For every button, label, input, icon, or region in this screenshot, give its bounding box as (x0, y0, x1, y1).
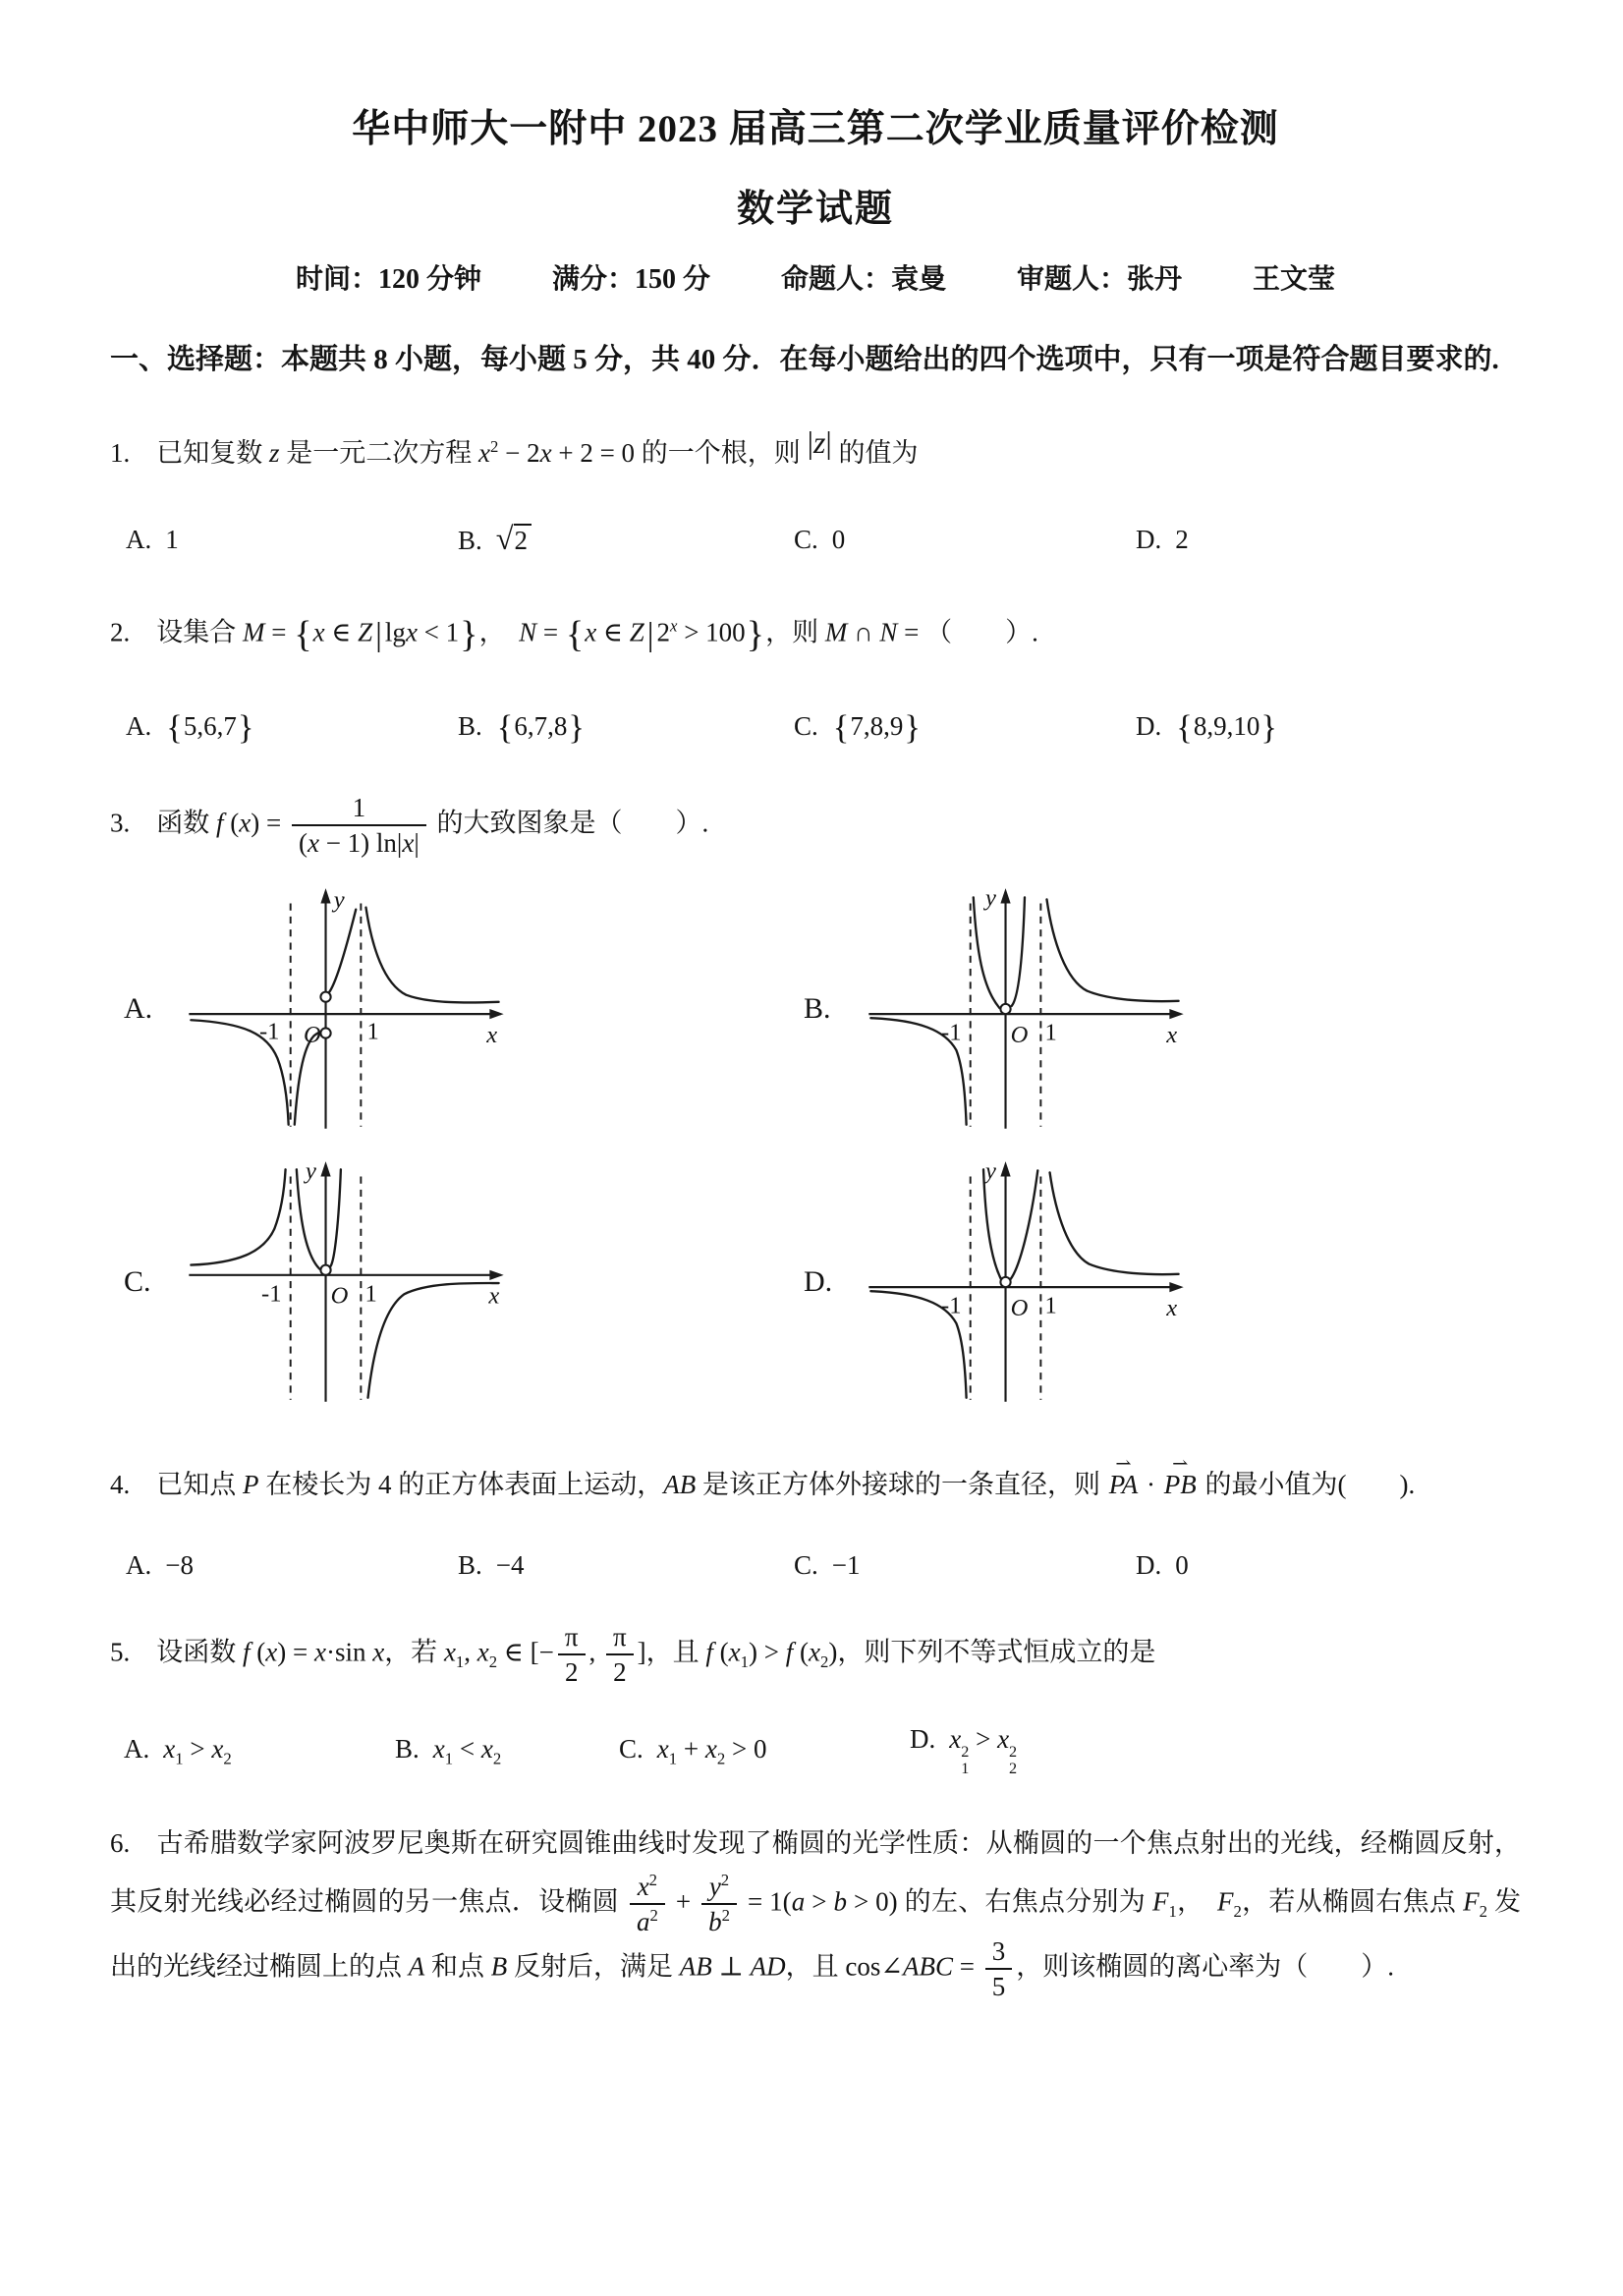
q3-graph-option-a (110, 883, 790, 1135)
q1-option-b: B. √2 (458, 522, 794, 558)
meta-total-score: 满分：150 分 (551, 263, 710, 295)
y-label: y (985, 1157, 996, 1185)
open-point-origin (320, 1265, 330, 1275)
meta-reviewer-2: 王文莹 (1253, 263, 1336, 295)
graph-a-label: A. (124, 992, 153, 1026)
question-1-stem: 1. 已知复数 z 是一元二次方程 $x^2 - 2x + 2 = 0$ 的一个根，则 |z| 的值为 (110, 424, 919, 468)
y-axis-arrow (1000, 889, 1010, 904)
q1-option-c: C. 0 (794, 525, 846, 555)
q4-option-a: A. −8 (126, 1549, 194, 1580)
doc-subtitle: 数学试题 (736, 188, 894, 230)
graph-b-plot (855, 883, 1197, 1135)
x-label: x (486, 1022, 498, 1049)
tick-minus1: -1 (258, 1019, 280, 1046)
curve-right-branch (368, 1283, 499, 1398)
question-4-stem: 4. 已知点 P 在棱长为 4 的正方体表面上运动，AB 是该正方体外接球的一条直径，则 ⇀ PA · ⇀ PB 的最小值为( ). (110, 1454, 1416, 1500)
q5-option-a: A. $x_1 > x_2$ (124, 1733, 232, 1767)
valley-right-arm (331, 1170, 341, 1266)
graph-d-label: D. (804, 1265, 833, 1299)
meta-duration: 时间：120 分钟 (295, 263, 481, 295)
graph-c-plot (175, 1156, 517, 1408)
q3-graph-option-c (110, 1156, 790, 1408)
exam-meta-row (110, 257, 1521, 297)
x-axis-arrow (1169, 1009, 1183, 1019)
tick-plus1: 1 (1044, 1020, 1057, 1047)
valley-left-arm (974, 898, 1000, 1009)
x-label: x (1166, 1295, 1178, 1322)
doc-title: 华中师大一附中 2023 届高三第二次学业质量评价检测 (352, 108, 1279, 150)
y-axis-arrow (320, 889, 330, 904)
q4-option-c: C. −1 (794, 1549, 861, 1580)
origin-label: O (1010, 1295, 1029, 1322)
tick-plus1: 1 (364, 1280, 377, 1308)
open-point-below-origin (320, 1029, 330, 1038)
q1-option-d: D. 2 (1136, 525, 1189, 555)
curve-left-branch (191, 1170, 285, 1265)
x-axis-arrow (489, 1009, 503, 1019)
origin-label: O (304, 1022, 321, 1049)
open-point-above-origin (320, 992, 330, 1002)
open-point-origin (1000, 1277, 1010, 1287)
q1-option-a: A. 1 (126, 525, 179, 555)
y-axis-arrow (1000, 1162, 1010, 1177)
graph-c-label: C. (124, 1265, 151, 1299)
question-2-stem: 2. 设集合 M = {x ∈ Z| lgx < 1}， N = {x ∈ Z| $2^x > 100$}，则 M ∩ N = （ ）. (110, 614, 1038, 656)
q4-option-d: D. 0 (1136, 1549, 1189, 1580)
q2-option-d: D. {8,9,10} (1136, 708, 1277, 747)
x-label: x (1166, 1022, 1178, 1049)
valley-left-arm (983, 1170, 1001, 1281)
question-2-options (110, 709, 1521, 748)
valley-right-arm (1012, 898, 1025, 1007)
q2-option-b: B. {6,7,8} (458, 708, 585, 747)
q2-option-c: C. {7,8,9} (794, 708, 921, 747)
graph-d-plot (855, 1156, 1197, 1408)
curve-mid-right-branch (329, 910, 357, 993)
y-label: y (306, 1157, 316, 1185)
y-label: y (333, 887, 345, 915)
q3-graph-option-d (790, 1156, 1470, 1408)
q5-option-b: B. $x_1 < x_2$ (395, 1733, 502, 1767)
q3-graph-row-1 (110, 883, 1521, 1135)
tick-plus1: 1 (366, 1019, 379, 1046)
curve-right-branch (1046, 900, 1178, 1002)
q3-graph-option-b (790, 883, 1470, 1135)
open-point-origin (1000, 1004, 1010, 1014)
question-5-options (110, 1724, 1521, 1777)
question-6-stem: 6. 古希腊数学家阿波罗尼奥斯在研究圆锥曲线时发现了椭圆的光学性质：从椭圆的一个焦点射出的光线，经椭圆反射，其反射光线必经过椭圆的另一焦点．设椭圆 $\frac{x^2}{a^2}$ + $\frac{y^2}{b^2}$ = 1(a > b > 0) 的左、右焦点分别为 $F_1$， $F_2$，若从椭圆右焦点 $F_2$ 发出的光线经过椭圆上的点 A 和点 B 反射后，满足 AB ⊥ AD，且 cos∠ABC = $\frac{3}{5}$ ，则该椭圆的离心率为（ ）. (110, 1828, 1522, 2002)
x-axis-arrow (489, 1270, 503, 1280)
origin-label: O (1010, 1022, 1029, 1049)
y-label: y (985, 884, 996, 912)
tick-plus1: 1 (1044, 1293, 1057, 1320)
y-axis-arrow (320, 1162, 330, 1177)
origin-label: O (330, 1282, 349, 1310)
valley-right-arm (1011, 1171, 1038, 1280)
question-5-stem: 5. 设函数 f (x) = x·sin x，若 $x_1$, $x_2$ ∈ [− $\frac{\pi}{2}$ , $\frac{\pi}{2}$ ]，且 f $(x_1) > f$ $(x_2)$，则下列不等式恒成立的是 (110, 1621, 1156, 1688)
curve-right-branch (365, 908, 498, 1003)
tick-minus1: -1 (261, 1280, 282, 1308)
meta-reviewer-1: 审题人：张丹 (1017, 263, 1183, 295)
q2-option-a: A. {5,6,7} (126, 708, 254, 747)
graph-b-label: B. (804, 992, 831, 1026)
question-1-options (110, 522, 1521, 558)
q5-option-d: D. x 2 1 > x 2 2 (910, 1724, 1018, 1778)
section-1-heading: 一、选择题：本题共 8 小题，每小题 5 分，共 40 分．在每小题给出的四个选项中，只有一项是符合题目要求的. (110, 343, 1499, 375)
tick-minus1: -1 (941, 1293, 962, 1320)
graph-a-plot (175, 883, 517, 1135)
q5-option-c: C. $x_1 + x_2 > 0$ (619, 1733, 767, 1767)
x-label: x (488, 1282, 500, 1310)
question-3-stem: 3. 函数 f (x) = $\frac{1}{(x - 1) \ln|x|}$ 的大致图象是（ ）. (110, 792, 709, 859)
tick-minus1: -1 (941, 1020, 962, 1047)
question-4-options (110, 1550, 1521, 1581)
q3-graph-row-2 (110, 1156, 1521, 1408)
curve-right-branch (1050, 1173, 1179, 1275)
meta-setter: 命题人：袁曼 (780, 263, 946, 295)
x-axis-arrow (1169, 1282, 1183, 1292)
q4-option-b: B. −4 (458, 1549, 525, 1580)
